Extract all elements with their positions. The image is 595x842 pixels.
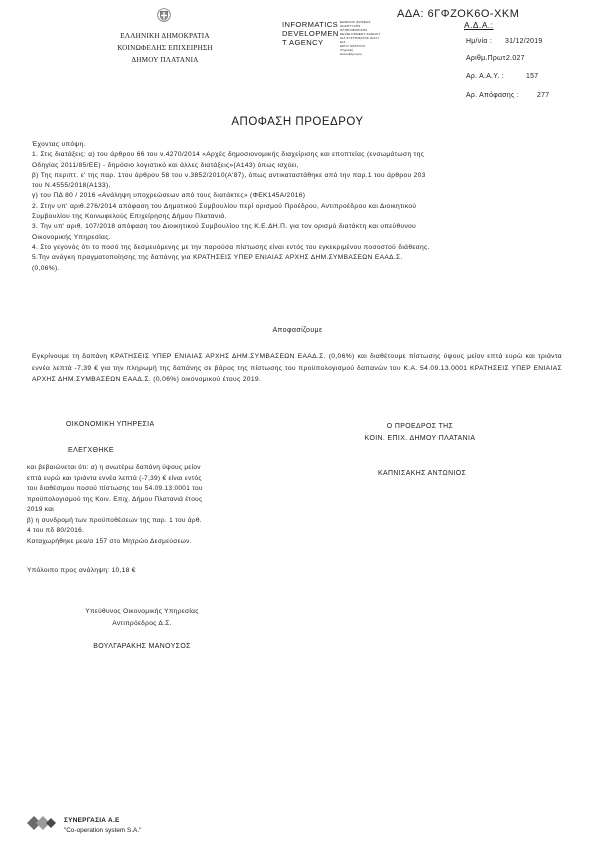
checked-line: προϋπολογισμού της Κοιν. Επιχ. Δήμου Πλατανιά έτους: [27, 495, 203, 503]
issuer-line: ΔΗΜΟΥ ΠΛΑΤΑΝΙΑ: [131, 56, 199, 64]
greek-emblem-icon: [157, 8, 171, 22]
signer-name: ΒΟΥΛΓΑΡΑΚΗΣ ΜΑΝΟΥΣΟΣ: [93, 643, 191, 650]
ada-watermark: ΑΔΑ: 6ΓΦΖΟΚ6Ο-ΧΚΜ: [397, 8, 520, 20]
meta-decision-label: Αρ. Απόφασης :: [466, 92, 520, 99]
approval-text: Εγκρίνουμε τη δαπάνη ΚΡΑΤΗΣΕΙΣ ΥΠΕΡ ΕΝΙΑΙΑΣ ΑΡΧΗΣ ΔΗΜ.ΣΥΜΒΑΣΕΩΝ ΕΑΑΔ.Σ. (0,06%) και διαθέτουμε πίστωσης ύψους μείον επτά ευρώ και τριάντα εννέα λεπτά -7,39 € για την πληρωμή της δαπάνης σε βάρος της πίστωσης του προϋπολογισμού δαπανών του Κ.Α. 54.09.13.0001 ΚΡΑΤΗΣΕΙΣ ΥΠΕΡ ΕΝΙΑΙΑΣ ΑΡΧΗΣ ΔΗΜ.ΣΥΜΒΑΣΕΩΝ ΕΑΑΔ.Σ. (0,06%) οικονομικού έτους 2019.: [32, 353, 562, 383]
checked-line: του διαθέσιμου ποσού πίστωσης του 54.09.13.0001 του: [27, 485, 203, 492]
body-line: Συμβουλίου της Κοινωφελούς Επιχείρησης Δήμου Πλατανιά.: [32, 213, 227, 221]
body-line: 4. Στο γεγονός ότι το ποσό της δεσμευόμενης με την παρούσα πίστωσης είναι εντός του εγκεκριμένου ποσοστού διάθεσης.: [32, 243, 430, 251]
body-line: του Ν.4555/2018(Α133),: [32, 182, 111, 190]
approval-paragraph: [32, 351, 562, 386]
meta-date-value: 31/12/2019: [505, 38, 543, 45]
body-line: γ) του ΠΔ 80 / 2016 «Ανάληψη υποχρεώσεων από τους διατάκτες» (ΦΕΚ145Α/2016): [32, 192, 306, 200]
ada-label: Α.Δ.Α.:: [464, 20, 494, 30]
body-line: 1. Στις διατάξεις: α) του άρθρου 66 του ν.4270/2014 «Αρχές δημοσιονομικής διαχείρισης και εποπτείας (ενσωμάτωση της: [32, 151, 425, 159]
body-line: 5.Την ανάγκη πραγματοποίησης της δαπάνης για ΚΡΑΤΗΣΕΙΣ ΥΠΕΡ ΕΝΙΑΙΑΣ ΑΡΧΗΣ ΔΗΜ.ΣΥΜΒΑΣΕΩΝ ΕΑΑΔ.Σ.: [32, 254, 403, 262]
signer-title-block: Υπεύθυνος Οικονομικής Υπηρεσίας Αντιπρόεδρος Δ.Σ.: [85, 608, 199, 627]
footer-brand: [64, 816, 141, 836]
checked-line: β) η συνδρομή των προϋποθέσεων της παρ. 1 του άρθ.: [27, 516, 202, 524]
decision-heading: Αποφασίζουμε: [272, 327, 323, 334]
document-title: ΑΠΟΦΑΣΗ ΠΡΟΕΔΡΟΥ: [231, 116, 364, 128]
footer-brand-name: ΣΥΝΕΡΓΑΣΙΑ Α.Ε: [64, 817, 120, 824]
issuer-block: [110, 30, 220, 66]
chair-title-block: Ο ΠΡΟΕΔΡΟΣ ΤΗΣ ΚΟΙΝ. ΕΠΙΧ. ΔΗΜΟΥ ΠΛΑΤΑΝΙΑ: [364, 423, 476, 442]
meta-aay-value: 157: [526, 73, 539, 80]
checked-line: 4 του πδ 80/2016.: [27, 527, 85, 534]
economic-service-heading: ΟΙΚΟΝΟΜΙΚΗ ΥΠΗΡΕΣΙΑ: [66, 421, 155, 428]
checked-line: και βεβαιώνεται ότι: α) η ανωτέρω δαπάνη ύψους μείον: [27, 464, 201, 471]
body-line: Οικονομικής Υπηρεσίας.: [32, 233, 111, 241]
checked-block: [27, 463, 252, 547]
checked-line: Καταχωρήθηκε μεα/α 157 στο Μητρώο Δεσμεύσεων.: [27, 537, 192, 545]
cooperation-system-logo-icon: [26, 815, 58, 831]
chair-name: ΚΑΠΝΙΣΑΚΗΣ ΑΝΤΩΝΙΟΣ: [378, 470, 467, 477]
considerations-block: [32, 140, 532, 274]
meta-protocol-value: 2.027: [506, 55, 525, 62]
footer-tagline: "Co-operation system S.A.": [64, 827, 142, 834]
body-line: β) Της περιπτ. ε' της παρ. 1του άρθρου 58 του ν.3852/2010(Α'87), όπως αντικαταστάθηκε από την παρ.1 του άρθρου 203: [32, 171, 426, 179]
meta-decision-value: 277: [537, 92, 550, 99]
checked-line: 2019 και: [27, 506, 55, 513]
checked-heading: ΕΛΕΓΧΘΗΚΕ: [68, 447, 114, 454]
checked-line: επτά ευρώ και τριάντα εννέα λεπτά (-7,39) € είναι εντός: [27, 474, 202, 482]
agency-logo-text: INFORMATICS DEVELOPMEN T AGENCY: [282, 20, 339, 47]
issuer-line: ΚΟΙΝΩΦΕΛΗΣ ΕΠΙΧΕΙΡΗΣΗ: [117, 44, 213, 52]
body-line: Έχοντας υπόψη.: [32, 141, 86, 148]
agency-small-print: ΕΘΝΙΚΟΣ ΦΟΡΕΑΣ ΑΝΑΠΤΥΞΗΣ ΠΛΗΡΟΦΟΡΙΚΗΣ DEVELOPMENT AGENCY ΔΙΑ ΣΥΣΤΗΜΑΤΟΣ ΔΙΑΥΓ ΕΙΑ ΕΡΓΟ ΚΡΑΤΟΥΣ Ψηφιακή Διακυβέρνηση: [340, 20, 381, 56]
meta-date-label: Ημ/νία :: [466, 38, 493, 45]
body-line: 3. Την υπ' αριθ. 107/2018 απόφαση του Διοικητικού Συμβουλίου της Κ.Ε.ΔΗ.Π. για τον ορισμό διατάκτη και υπεύθυνου: [32, 223, 417, 231]
body-line: Οδηγίας 2011/85/ΕΕ) - δημόσιο λογιστικό και άλλες διατάξεις»(Α143) όπως ισχύει,: [32, 161, 299, 169]
body-line: 2. Στην υπ' αριθ.276/2014 απόφαση του Δημοτικού Συμβουλίου περί ορισμού Προέδρου, Αντιπροέδρου και Διοικητικού: [32, 202, 417, 210]
body-line: (0,06%).: [32, 264, 60, 272]
remaining-amount: Υπόλοιπο προς ανάληψη: 10,18 €: [27, 567, 136, 574]
meta-protocol-label: Αριθμ.Πρωτ.: [466, 55, 508, 62]
meta-aay-label: Αρ. Α.Α.Υ. :: [466, 73, 505, 80]
issuer-line: ΕΛΛΗΝΙΚΗ ΔΗΜΟΚΡΑΤΙΑ: [120, 32, 210, 40]
